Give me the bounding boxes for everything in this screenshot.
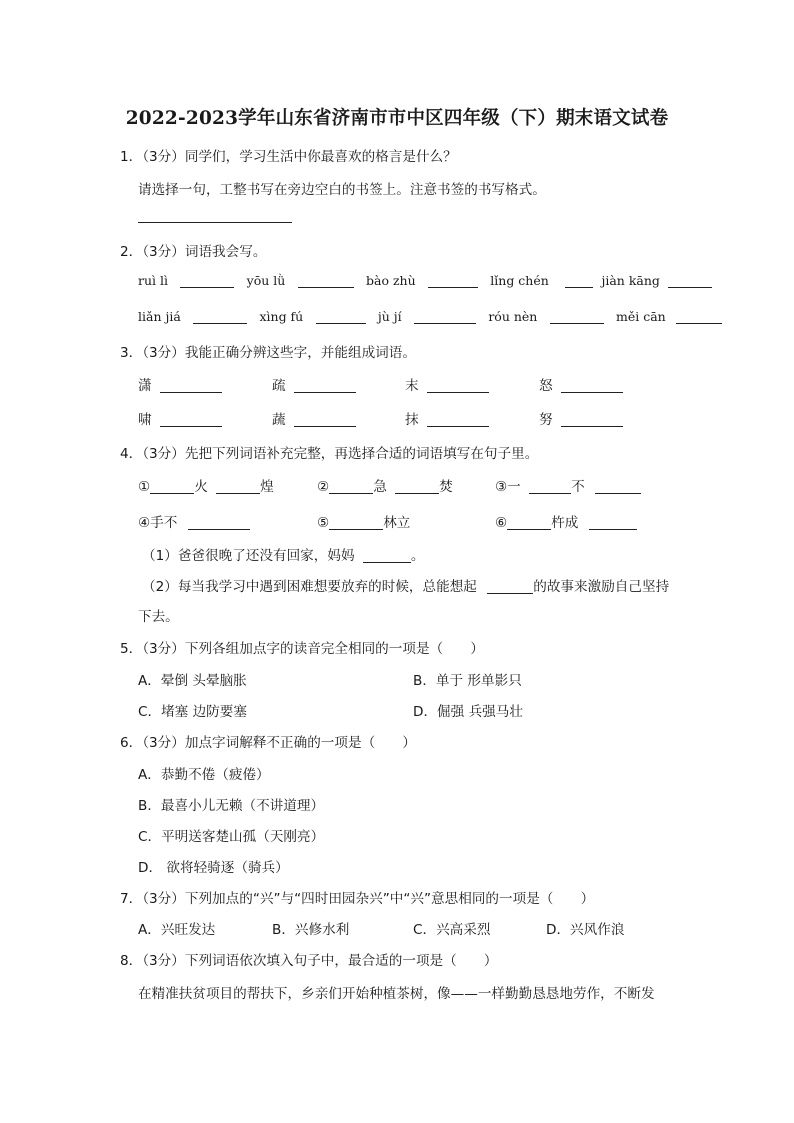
answer-blank[interactable] bbox=[595, 479, 641, 494]
q6-stem: 6．（3分）加点字词解释不正确的一项是（ ） bbox=[120, 735, 416, 751]
char: 潇 bbox=[138, 378, 152, 394]
q3-char-cell bbox=[539, 408, 623, 428]
answer-blank[interactable] bbox=[180, 273, 234, 288]
answer-blank[interactable] bbox=[316, 309, 366, 324]
answer-blank[interactable] bbox=[550, 309, 604, 324]
answer-blank[interactable] bbox=[565, 273, 593, 288]
char: 末 bbox=[405, 378, 419, 394]
q5-option-d[interactable]: D．倔强 兵强马壮 bbox=[413, 704, 523, 720]
q3-char-cell bbox=[272, 374, 356, 394]
answer-blank[interactable] bbox=[160, 412, 222, 427]
answer-blank[interactable] bbox=[561, 412, 623, 427]
q1-instruction: 请选择一句，工整书写在旁边空白的书签上。注意书签的书写格式。 bbox=[138, 182, 546, 198]
answer-blank[interactable] bbox=[427, 412, 489, 427]
item-number: ④手不 bbox=[138, 515, 178, 531]
q4-idiom-item bbox=[495, 475, 641, 495]
sentence-text: 。 bbox=[410, 548, 425, 564]
q4-sentence-2 bbox=[142, 575, 669, 595]
q6-option-b[interactable]: B．最喜小儿无赖（不讲道理） bbox=[138, 798, 325, 814]
char: 怒 bbox=[539, 378, 553, 394]
pinyin-word: jiàn kāng bbox=[601, 273, 660, 288]
item-number: ② bbox=[317, 479, 330, 495]
q2-pinyin-row bbox=[138, 273, 712, 289]
answer-blank[interactable] bbox=[329, 479, 373, 494]
q1-stem: 1．（3分）同学们，学习生活中你最喜欢的格言是什么？ bbox=[120, 149, 457, 165]
q3-char-cell bbox=[138, 374, 222, 394]
answer-blank[interactable] bbox=[487, 579, 533, 594]
q5-option-a[interactable]: A．晕倒 头晕脑胀 bbox=[138, 673, 247, 689]
q2-stem: 2．（3分）词语我会写。 bbox=[120, 244, 267, 260]
pinyin-word: xìng fú bbox=[259, 309, 304, 324]
answer-blank[interactable] bbox=[561, 378, 623, 393]
q3-char-cell bbox=[138, 408, 222, 428]
q4-stem: 4．（3分）先把下列词语补充完整，再选择合适的词语填写在句子里。 bbox=[120, 446, 539, 462]
answer-blank[interactable] bbox=[160, 378, 222, 393]
q7-option-d[interactable]: D．兴风作浪 bbox=[546, 922, 625, 938]
q5-option-b[interactable]: B．单于 形单影只 bbox=[413, 673, 522, 689]
idiom-char: 林立 bbox=[383, 515, 411, 531]
q4-idiom-item bbox=[495, 511, 637, 531]
q2-pinyin-row bbox=[138, 309, 722, 325]
item-number: ③一 bbox=[495, 479, 521, 495]
answer-blank[interactable] bbox=[294, 378, 356, 393]
answer-blank[interactable] bbox=[589, 515, 637, 530]
answer-blank[interactable] bbox=[428, 273, 478, 288]
answer-blank[interactable] bbox=[395, 479, 439, 494]
q4-idiom-item bbox=[317, 475, 453, 495]
q3-char-cell bbox=[405, 408, 489, 428]
pinyin-word: liǎn jiá bbox=[138, 309, 181, 324]
idiom-char: 不 bbox=[571, 479, 585, 495]
answer-blank[interactable] bbox=[298, 273, 354, 288]
answer-blank[interactable] bbox=[188, 515, 250, 530]
pinyin-word: jù jí bbox=[377, 309, 402, 324]
q6-option-d[interactable]: D． 欲将轻骑逐（骑兵） bbox=[138, 860, 289, 876]
sentence-text: 的故事来激励自己坚持 bbox=[533, 579, 670, 595]
answer-blank[interactable] bbox=[427, 378, 489, 393]
answer-blank[interactable] bbox=[329, 515, 383, 530]
item-number: ⑤ bbox=[317, 515, 330, 531]
idiom-char: 火 bbox=[194, 479, 208, 495]
answer-blank[interactable] bbox=[668, 273, 712, 288]
pinyin-word: bào zhù bbox=[365, 273, 416, 288]
q4-sentence-1 bbox=[142, 544, 424, 564]
q4-idiom-item bbox=[138, 475, 274, 495]
answer-blank[interactable] bbox=[529, 479, 571, 494]
q1-answer-blank[interactable] bbox=[138, 208, 292, 224]
q4-idiom-item bbox=[138, 511, 250, 531]
answer-blank[interactable] bbox=[294, 412, 356, 427]
q3-char-cell bbox=[272, 408, 356, 428]
pinyin-word: lǐng chén bbox=[490, 273, 549, 288]
q5-stem: 5．（3分）下列各组加点字的读音完全相同的一项是（ ） bbox=[120, 641, 484, 657]
answer-blank[interactable] bbox=[193, 309, 247, 324]
pinyin-word: yōu lǜ bbox=[246, 273, 286, 288]
q8-stem: 8．（3分）下列词语依次填入句子中，最合适的一项是（ ） bbox=[120, 953, 498, 969]
sentence-text: （2）每当我学习中遇到困难想要放弃的时候，总能想起 bbox=[142, 579, 477, 595]
q6-option-a[interactable]: A．恭勤不倦（疲倦） bbox=[138, 767, 270, 783]
q7-option-c[interactable]: C．兴高采烈 bbox=[413, 922, 491, 938]
answer-blank[interactable] bbox=[363, 548, 411, 563]
item-number: ⑥ bbox=[495, 515, 508, 531]
q6-option-c[interactable]: C．平明送客楚山孤（天刚亮） bbox=[138, 829, 325, 845]
char: 蔬 bbox=[272, 412, 286, 428]
sentence-text: （1）爸爸很晚了还没有回家，妈妈 bbox=[142, 548, 355, 564]
char: 抹 bbox=[405, 412, 419, 428]
answer-blank[interactable] bbox=[216, 479, 260, 494]
pinyin-word: róu nèn bbox=[488, 309, 538, 324]
idiom-char: 杵成 bbox=[551, 515, 579, 531]
q7-stem: 7．（3分）下列加点的“兴”与“四时田园杂兴”中“兴”意思相同的一项是（ ） bbox=[120, 891, 595, 907]
item-number: ① bbox=[138, 479, 151, 495]
q3-stem: 3．（3分）我能正确分辨这些字，并能组成词语。 bbox=[120, 345, 416, 361]
answer-blank[interactable] bbox=[507, 515, 551, 530]
q8-sentence: 在精准扶贫项目的帮扶下，乡亲们开始种植茶树，像——一样勤勤恳恳地劳作，不断发 bbox=[138, 986, 655, 1002]
char: 疏 bbox=[272, 378, 286, 394]
char: 啸 bbox=[138, 412, 152, 428]
answer-blank[interactable] bbox=[676, 309, 722, 324]
page-title: 2022-2023学年山东省济南市市中区四年级（下）期末语文试卷 bbox=[125, 108, 669, 129]
idiom-char: 急 bbox=[373, 479, 387, 495]
q7-option-b[interactable]: B．兴修水利 bbox=[272, 922, 350, 938]
q7-option-a[interactable]: A．兴旺发达 bbox=[138, 922, 216, 938]
q4-sentence-2-cont: 下去。 bbox=[138, 609, 179, 625]
q4-idiom-item bbox=[317, 511, 410, 531]
q5-option-c[interactable]: C．堵塞 边防要塞 bbox=[138, 704, 247, 720]
answer-blank[interactable] bbox=[414, 309, 476, 324]
answer-blank[interactable] bbox=[150, 479, 194, 494]
pinyin-word: měi cān bbox=[616, 309, 666, 324]
q3-char-cell bbox=[539, 374, 623, 394]
idiom-char: 焚 bbox=[439, 479, 453, 495]
char: 努 bbox=[539, 412, 553, 428]
pinyin-word: ruì lì bbox=[138, 273, 168, 288]
idiom-char: 煌 bbox=[260, 479, 274, 495]
q3-char-cell bbox=[405, 374, 489, 394]
